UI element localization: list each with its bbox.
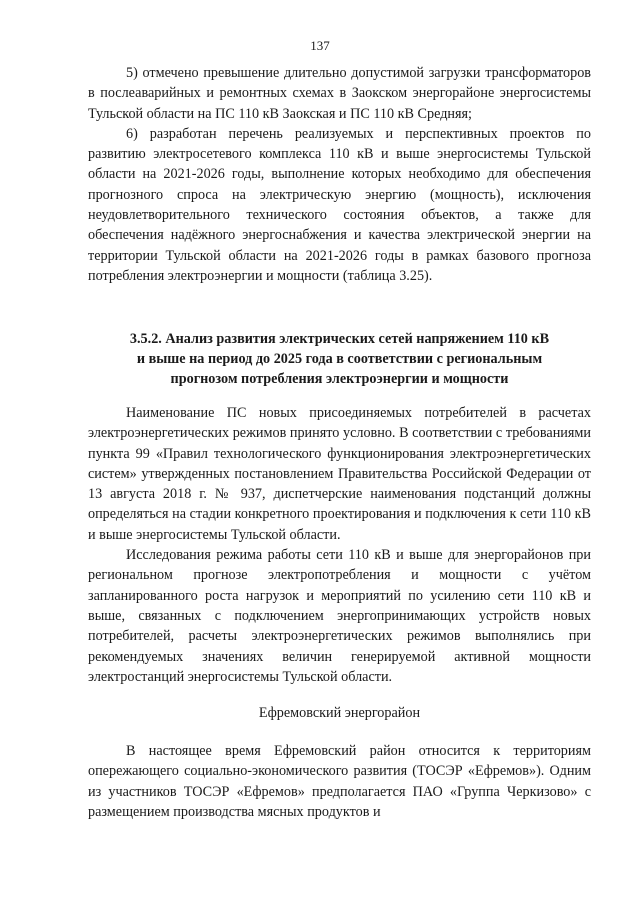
section-heading-line-2: и выше на период до 2025 года в соответствии с региональным bbox=[136, 351, 543, 367]
section-body bbox=[88, 403, 591, 687]
list-item-6: 6) разработан перечень реализуемых и перспективных проектов по развитию электросетевого комплекса 110 кВ и выше энергосистемы Тульской области на 2021-2026 годы, выполнение которых необходимо для обеспечения прогнозного спроса на электрическую энергию (мощность), исключения неудовлетворительного технического состояния объектов, а также для обеспечения надёжного энергоснабжения и качества электрической энергии на территории Тульской области на 2021-2026 годы в рамках базового прогноза потребления электроэнергии и мощности (таблица 3.25). bbox=[88, 125, 591, 284]
list-item-5: 5) отмечено превышение длительно допустимой загрузки трансформаторов в послеаварийных и ремонтных схемах в Заокском энергорайоне энергосистемы Тульской области на ПС 110 кВ Заокская и ПС 110 кВ Средняя; bbox=[88, 65, 591, 122]
subsection-heading: Ефремовский энергорайон bbox=[258, 705, 421, 721]
body-paragraph-1: Наименование ПС новых присоединяемых потребителей в расчетах электроэнергетических режимов принято условно. В соответствии с требованиями пункта 99 «Правил технологического функционирования электроэнергетических систем» утвержденных постановлением Правительства Российской Федерации от 13 августа 2018 г. № 937, диспетчерские наименования подстанций должны определяться на стадии конкретного проектирования и подключения к сети 110 кВ и выше энергосистемы Тульской области. bbox=[88, 405, 591, 543]
subsection-heading-block bbox=[88, 703, 591, 723]
subsection-body bbox=[88, 741, 591, 822]
numbered-list bbox=[88, 63, 591, 286]
section-heading bbox=[88, 329, 591, 389]
section-heading-line-1: 3.5.2. Анализ развития электрических сетей напряжением 110 кВ bbox=[129, 331, 550, 347]
body-paragraph-2: Исследования режима работы сети 110 кВ и выше для энергорайонов при региональном прогнозе электропотребления и мощности с учётом запланированного роста нагрузок и мероприятий по усилению сети 110 кВ и выше, связанных с подключением энергопринимающих устройств новых потребителей, расчеты электроэнергетических режимов выполнялись при рекомендуемых значениях величин генерируемой активной мощности электростанций энергосистемы Тульской области. bbox=[88, 547, 591, 685]
subsection-paragraph: В настоящее время Ефремовский район относится к территориям опережающего социально-экономического развития (ТОСЭР «Ефремов»). Одним из участников ТОСЭР «Ефремов» предполагается ПАО «Группа Черкизово» с размещением производства мясных продуктов и bbox=[88, 743, 591, 820]
page-number: 137 bbox=[310, 38, 330, 53]
section-heading-line-3: прогнозом потребления электроэнергии и мощности bbox=[170, 371, 509, 387]
